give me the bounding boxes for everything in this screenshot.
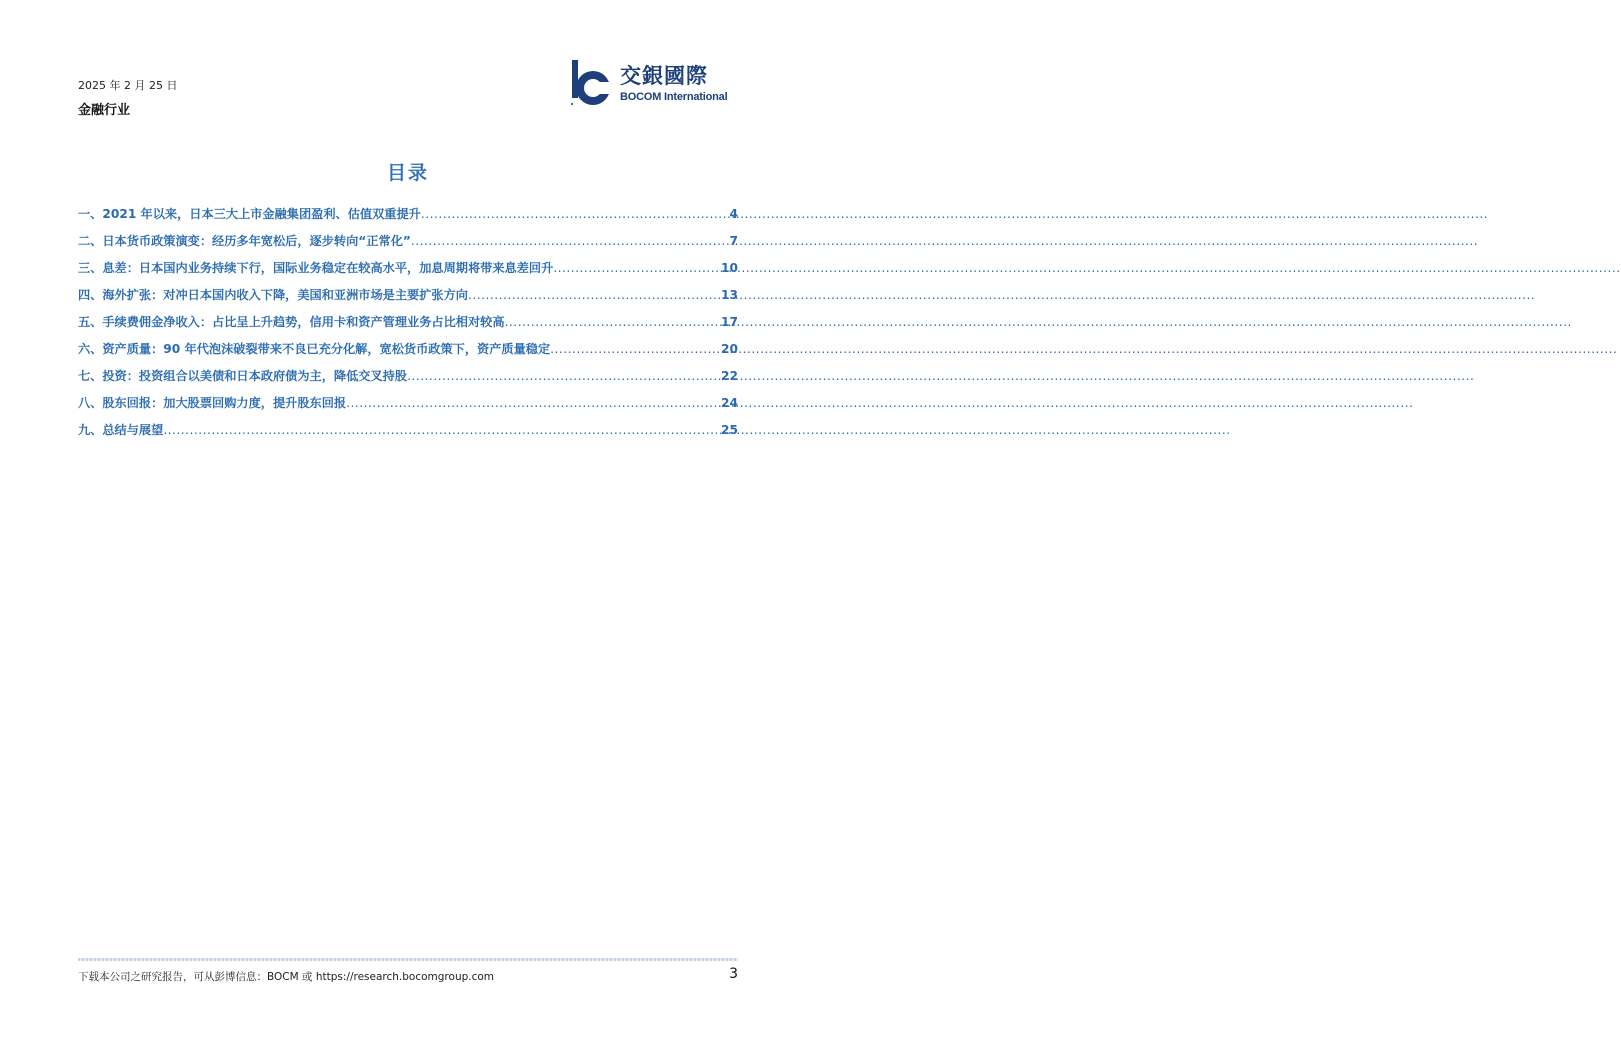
toc-entry-page: 13 — [721, 288, 738, 302]
report-date: 2025 年 2 月 25 日 — [78, 79, 178, 92]
table-of-contents — [78, 205, 738, 448]
toc-entry-page: 17 — [721, 315, 738, 329]
page-number: 3 — [729, 966, 738, 982]
toc-dot-leader — [553, 261, 720, 275]
toc-entry[interactable] — [78, 340, 738, 367]
toc-entry-page: 24 — [721, 396, 738, 410]
toc-entry-label: 九、总结与展望 — [78, 423, 164, 437]
toc-entry-label: 八、股东回报：加大股票回购力度，提升股东回报 — [78, 396, 347, 410]
toc-entry[interactable] — [78, 205, 738, 232]
toc-dot-leader — [346, 396, 720, 410]
toc-entry-label: 七、投资：投资组合以美债和日本政府债为主，降低交叉持股 — [78, 369, 408, 383]
toc-dot-leader — [407, 369, 720, 383]
toc-entry-label: 五、手续费佣金净收入：占比呈上升趋势，信用卡和资产管理业务占比相对较高 — [78, 315, 505, 329]
toc-entry[interactable] — [78, 421, 738, 448]
toc-entry-label: 四、海外扩张：对冲日本国内收入下降，美国和亚洲市场是主要扩张方向 — [78, 288, 468, 302]
logo-english-name: BOCOM International — [620, 91, 728, 103]
toc-entry[interactable] — [78, 259, 738, 286]
toc-entry[interactable] — [78, 286, 738, 313]
toc-entry-label: 六、资产质量：90 年代泡沫破裂带来不良已充分化解，宽松货币政策下，资产质量稳定 — [78, 342, 551, 356]
toc-entry-label: 二、日本货币政策演变：经历多年宽松后，逐步转向“正常化” — [78, 234, 411, 248]
toc-title: 目录 — [386, 162, 429, 184]
report-category: 金融行业 — [78, 103, 131, 118]
toc-entry-label: 三、息差：日本国内业务持续下行，国际业务稳定在较高水平，加息周期将带来息差回升 — [78, 261, 554, 275]
toc-entry[interactable] — [78, 232, 738, 259]
footer-divider — [78, 958, 738, 961]
toc-entry-page: 7 — [729, 234, 738, 248]
toc-dot-leader — [421, 207, 729, 221]
footer-disclaimer: 下载本公司之研究报告，可从彭博信息：BOCM 或 https://research.bocomgroup.com — [78, 971, 495, 983]
toc-entry-page: 4 — [729, 207, 738, 221]
toc-entry-page: 22 — [721, 369, 738, 383]
toc-entry[interactable] — [78, 367, 738, 394]
logo-chinese-name: 交銀國際 — [620, 64, 708, 88]
toc-dot-leader — [550, 342, 720, 356]
toc-dot-leader — [163, 423, 720, 437]
toc-entry-page: 20 — [721, 342, 738, 356]
toc-entry[interactable] — [78, 394, 738, 421]
toc-dot-leader — [411, 234, 729, 248]
bocom-logo-icon — [569, 58, 613, 108]
toc-entry-page: 10 — [721, 261, 738, 275]
toc-entry[interactable] — [78, 313, 738, 340]
toc-dot-leader — [468, 288, 720, 302]
toc-entry-label: 一、2021 年以来，日本三大上市金融集团盈利、估值双重提升 — [78, 207, 421, 221]
company-logo — [569, 58, 744, 108]
toc-dot-leader — [505, 315, 720, 329]
toc-entry-page: 25 — [721, 423, 738, 437]
